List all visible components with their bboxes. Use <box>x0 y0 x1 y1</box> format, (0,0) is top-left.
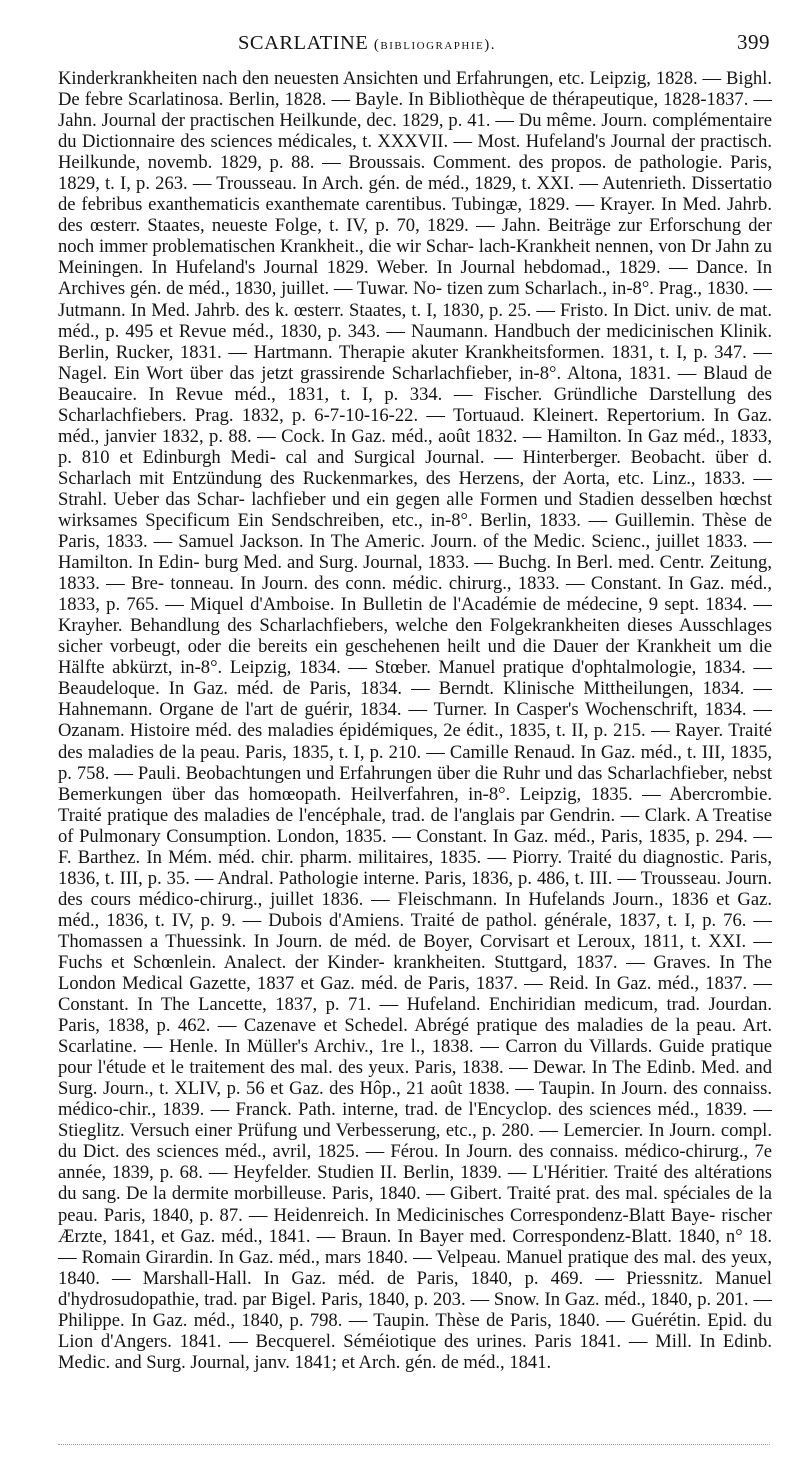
text-line: des Ruckenmarkes, des Herzens, der Aorta, etc. Linz., 1833. — Strahl. Ueber das Schar- <box>58 467 772 510</box>
running-title-main: SCARLATINE <box>238 32 369 54</box>
text-line: Therapie akuter Krankheitsformen. 1831, t. I, p. 347. — Nagel. Ein Wort über das jetzt <box>58 341 772 384</box>
text-line: 1831, t. I, p. 334. — Fischer. Gründliche Darstellung des Scharlachfiebers. Prag. 1832, <box>58 383 772 426</box>
text-line: — Ozanam. Histoire méd. des maladies épidémiques, 2e édit., 1835, t. II, p. 215. — Rayer. <box>58 699 772 742</box>
text-line: 1840, p. 201. — Philippe. In Gaz. méd., 1840, p. 798. — Taupin. Thèse de Paris, 1840. — <box>58 1288 772 1331</box>
text-line: Guérétin. Epid. du Lion d'Angers. 1841. — Becquerel. Séméiotique des urines. Paris 1841. <box>58 1309 772 1352</box>
text-line: Journal hebdomad., 1829. — Dance. In Archives gén. de méd., 1830, juillet. — Tuwar. No- <box>58 257 772 300</box>
text-line: Journal der practisch. Heilkunde, novemb. 1829, p. 88. — Broussais. Comment. des propos. <box>58 131 772 174</box>
text-line: Gaz. méd., Paris, 1835, p. 294. — F. Barthez. In Mém. méd. chir. pharm. militaires, 1835. <box>58 825 772 868</box>
text-line: 1840, n° 18. — Romain Girardin. In Gaz. méd., mars 1840. — Velpeau. Manuel pratique des <box>58 1225 773 1268</box>
running-title-subtitle: (bibliographie). <box>373 37 496 53</box>
text-line: krankheiten. Stuttgard, 1837. — Graves. In The London Medical Gazette, 1837 et Gaz. méd. <box>58 951 772 995</box>
text-line: Hahnemann. Organe de l'art de guérir, 1834. — Turner. In Casper's Wochenschrift, 1834. <box>58 699 747 721</box>
text-line: Ein Sendschreiben, etc., in-8°. Berlin, 1833. — Guillemin. Thèse de Paris, 1833. — Samuel <box>58 509 772 553</box>
text-line: Traité de pathol. générale, 1837, t. I, p. 76. — Thomassen a Thuessink. In Journ. de méd. <box>58 909 772 952</box>
text-line: du sang. De la dermite morbilleuse. Paris, 1840. — Gibert. Traité prat. des mal. spéciales <box>58 1183 731 1205</box>
text-line: — Beaudeloque. In Gaz. méd. de Paris, 1834. — Berndt. Klinische Mittheilungen, 1834. — <box>58 657 773 700</box>
text-line: tizen zum Scharlach., in-8°. Prag., 1830. — Jutmann. In Med. Jahrb. des k. œsterr. Staates, <box>58 278 773 321</box>
text-line: vorbeugt, oder die bereits ein geschehenen heilt und die Dauer der Krankheit um die <box>109 636 772 658</box>
text-line: — Piorry. Traité du diagnostic. Paris, 1836, t. III, p. 35. — Andral. Pathologie interne. <box>58 846 772 889</box>
text-line: de pathologie. Paris, 1829, t. I, p. 263. — Trousseau. In Arch. gén. de méd., 1829, t. XXI. <box>58 152 772 195</box>
text-line: Scharlachfieber, nebst Bemerkungen über das homœopath. Heilverfahren, in-8°. Leipzig, <box>58 762 772 805</box>
text-line: einer Prüfung und Verbesserung, etc., p. 280. — Lemercier. In Journ. compl. du Dict. des <box>58 1120 772 1163</box>
text-line: de Paris, 1837. — Reid. In Gaz. méd., 1837. — Constant. In The Lancette, 1837, p. 71. — <box>58 973 773 1016</box>
text-line: rischer Ærzte, 1841, et Gaz. méd., 1841. — Braun. In Bayer med. Correspondenz-Blatt. <box>58 1204 772 1247</box>
text-line: Bighl. De febre Scarlatinosa. Berlin, 1828. — Bayle. In Bibliothèque de thérapeutique, <box>58 68 772 111</box>
text-line: Hufeland. Enchiridian medicum, trad. Jourdan. Paris, 1838, p. 462. — Cazenave et Schedel. <box>58 994 772 1037</box>
text-line: Cock. In Gaz. méd., août 1832. — Hamilton. In Gaz méd., 1833, p. 810 et Edinburgh Medi- <box>58 425 772 468</box>
text-line: Jackson. In The Americ. Journ. of the Medic. Scienc., juillet 1833. — Hamilton. In Edin- <box>58 531 773 574</box>
text-line: cal and Surgical Journal. — Hinterberger. Beobacht. über d. Scharlach mit Entzündung <box>58 446 772 489</box>
text-line: Paris, 1836, p. 486, t. III. — Trousseau. Journ. des cours médico-chirurg., juillet 1836. — <box>58 867 772 910</box>
text-line: t. I, 1830, p. 25. — Fristo. In Dict. univ. de mat. méd., p. 495 et Revue méd., 1830, p. 343. <box>58 299 772 342</box>
text-line: — Mill. In Edinb. Medic. and Surg. Journal, janv. 1841; et Arch. gén. de méd., 1841. <box>58 1330 772 1373</box>
text-line: p. 765. — Miquel d'Amboise. In Bulletin de l'Académie de médecine, 9 sept. 1834. — Krayher. <box>58 594 772 637</box>
text-line: de la peau. Paris, 1840, p. 87. — Heidenreich. In Medicinisches Correspondenz-Blatt Baye- <box>58 1183 772 1226</box>
text-line: Gaz. des Hôp., 21 août 1838. — Taupin. In Journ. des connaiss. médico-chir., 1839. — <box>58 1078 772 1121</box>
bibliography-text <box>58 68 772 1373</box>
page-number: 399 <box>737 30 770 54</box>
text-line: Abrégé pratique des maladies de la peau. Art. Scarlatine. — Henle. In Müller's Archiv., <box>58 1015 772 1058</box>
text-line: lach-Krankheit nennen, von Dr Jahn zu Meiningen. In Hufeland's Journal 1829. Weber. In <box>58 236 772 279</box>
text-line: Gendrin. — Clark. A Treatise of Pulmonary Consumption. London, 1835. — Constant. In <box>58 804 772 847</box>
text-line: Fleischmann. In Hufelands Journ., 1836 et Gaz. méd., 1836, t. IV, p. 9. — Dubois d'Amiens. <box>58 888 773 931</box>
text-line: 1829. — Krayer. In Med. Jahrb. des œsterr. Staates, neueste Folge, t. IV, p. 70, 1829. — <box>58 194 772 237</box>
text-line: 1839, p. 68. — Heyfelder. Studien II. Berlin, 1839. — L'Héritier. Traité des altérations <box>111 1162 772 1184</box>
text-line: 1835. — Abercrombie. Traité pratique des maladies de l'encéphale, trad. de l'anglais par <box>58 783 772 826</box>
text-line: des yeux. Paris, 1838. — Dewar. In The Edinb. Med. and Surg. Journ., t. XLIV, p. 56 et <box>58 1057 772 1100</box>
text-line: Manuel d'hydrosudopathie, trad. par Bigel. Paris, 1840, p. 203. — Snow. In Gaz. méd., <box>58 1267 772 1310</box>
text-line: 1re l., 1838. — Carron du Villards. Guide pratique pour l'étude et le traitement des mal. <box>58 1036 772 1079</box>
text-line: Kinderkrankheiten nach den neuesten Ansichten und Erfahrungen, etc. Leipzig, 1828. — <box>58 68 722 89</box>
footer-rule <box>58 1444 770 1445</box>
text-line: t. III, 1835, p. 758. — Pauli. Beobachtungen und Erfahrungen über die Ruhr und das <box>58 741 773 784</box>
text-line: grassirende Scharlachfieber, in-8°. Altona, 1831. — Blaud de Beaucaire. In Revue méd., <box>58 362 772 405</box>
text-line: Jahn. Beiträge zur Erforschung der noch immer problematischen Krankheit., die wir Schar- <box>58 215 772 258</box>
text-line: Hälfte abkürzt, in-8°. Leipzig, 1834. — Stœber. Manuel pratique d'ophtalmologie, 1834. <box>58 657 746 679</box>
text-line: sciences méd., avril, 1825. — Férou. In Journ. des connaiss. médico-chirurg., 7e année, <box>58 1141 772 1184</box>
text-line: — Naumann. Handbuch der medicinischen Klinik. Berlin, Rucker, 1831. — Hartmann. <box>58 320 772 363</box>
text-line: lachfieber und ein gegen alle Formen und Stadien desselben hœchst wirksames Specificum <box>58 488 772 531</box>
text-line: complémentaire du Dictionnaire des sciences médicales, t. XXXVII. — Most. Hufeland's <box>58 110 773 153</box>
text-line: 1828-1837. — Jahn. Journal der practischen Heilkunde, dec. 1829, p. 41. — Du même. Journ. <box>58 89 772 132</box>
text-line: de Boyer, Corvisart et Leroux, 1811, t. XXI. — Fuchs et Schœnlein. Analect. der Kinder- <box>58 930 773 973</box>
text-line: — Autenrieth. Dissertatio de febribus exanthematicis exanthemate carentibus. Tubingæ, <box>58 173 772 216</box>
text-line: Franck. Path. interne, trad. de l'Encyclop. des sciences méd., 1839. — Stieglitz. Versuch <box>58 1099 772 1142</box>
text-line: tonneau. In Journ. des conn. médic. chirurg., 1833. — Constant. In Gaz. méd., 1833, <box>58 573 772 616</box>
text-line: burg Med. and Surg. Journal, 1833. — Buchg. In Berl. med. Centr. Zeitung, 1833. — Bre- <box>58 552 773 595</box>
text-line: mal. des yeux, 1840. — Marshall-Hall. In Gaz. méd. de Paris, 1840, p. 469. — Priessnitz. <box>58 1246 773 1289</box>
running-head <box>58 30 770 64</box>
text-line: Behandlung des Scharlachfiebers, welche den Folgekrankheiten dieses Ausschlages sicher <box>58 615 773 658</box>
text-line: Traité des maladies de la peau. Paris, 1835, t. I, p. 210. — Camille Renaud. In Gaz. méd., <box>58 720 772 763</box>
text-line: p. 6-7-10-16-22. — Tortuaud. Kleinert. Repertorium. In Gaz. méd., janvier 1832, p. 88. — <box>58 404 772 447</box>
running-title <box>238 32 496 55</box>
